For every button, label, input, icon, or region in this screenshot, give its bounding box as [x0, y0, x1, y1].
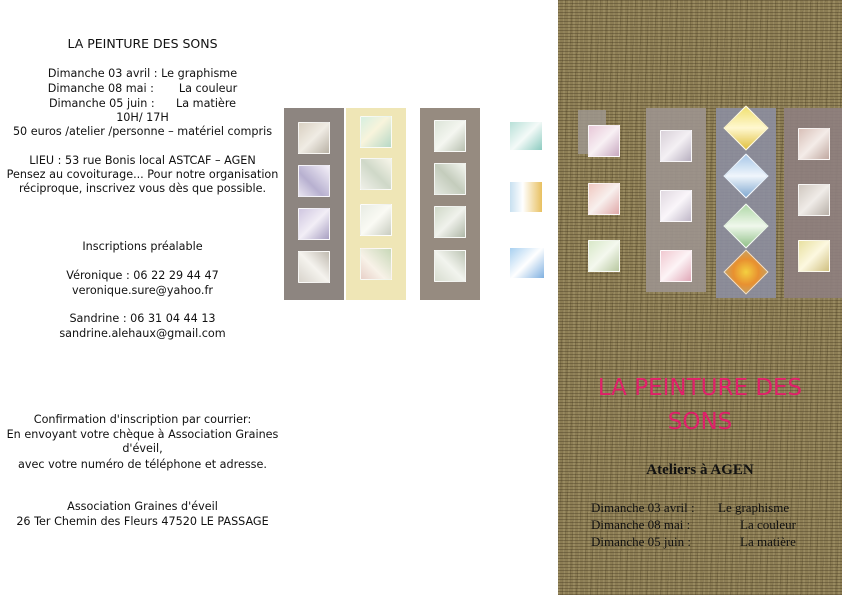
art-square — [660, 250, 692, 282]
contact-sandrine-email: sandrine.alehaux@gmail.com — [59, 327, 226, 340]
hours: 10H/ 17H — [116, 111, 169, 124]
art-square — [298, 165, 330, 197]
confirmation-line-3: d'éveil, — [122, 442, 163, 455]
cover-title-line-1: LA PEINTURE DES — [597, 375, 803, 401]
art-panel-2 — [346, 108, 406, 300]
art-square — [298, 251, 330, 283]
cover-date-1: Dimanche 03 avril : — [591, 500, 695, 515]
art-square — [298, 208, 330, 240]
cover-title-line-2: SONS — [667, 409, 733, 435]
location: LIEU : 53 rue Bonis local ASTCAF – AGEN — [29, 154, 256, 167]
cover-date-2: Dimanche 08 mai : — [591, 517, 691, 532]
confirmation-line-4: avec votre numéro de téléphone et adresse. — [18, 458, 267, 471]
inscriptions-heading: Inscriptions préalable — [82, 240, 203, 253]
art-square — [434, 163, 466, 195]
contact-veronique-phone: Véronique : 06 22 29 44 47 — [66, 269, 219, 282]
artwork-panels — [282, 104, 558, 304]
art-fragment — [510, 182, 542, 212]
carpool-line-2: réciproque, inscrivez vous dès que possible. — [18, 182, 267, 195]
art-square — [588, 240, 620, 272]
art-square — [798, 240, 830, 272]
art-square — [360, 158, 392, 190]
schedule-line-2: Dimanche 08 mai : La couleur — [47, 82, 238, 95]
art-square — [434, 206, 466, 238]
confirmation-line-1: Confirmation d'inscription par courrier: — [33, 413, 252, 426]
art-panel-3 — [420, 108, 480, 300]
art-square — [588, 183, 620, 215]
art-square — [660, 130, 692, 162]
confirmation-line-2: En envoyant votre chèque à Association Graines — [6, 428, 279, 441]
cover-date-3: Dimanche 05 juin : — [591, 534, 692, 549]
association-name: Association Graines d'éveil — [67, 500, 218, 513]
art-square — [434, 250, 466, 282]
cover-panel — [558, 0, 842, 595]
art-fragment — [510, 248, 544, 278]
contact-veronique-email: veronique.sure@yahoo.fr — [71, 284, 214, 297]
association-address: 26 Ter Chemin des Fleurs 47520 LE PASSAGE — [16, 515, 269, 528]
art-square — [798, 184, 830, 216]
art-square — [298, 122, 330, 154]
carpool-line-1: Pensez au covoiturage... Pour notre organisation — [6, 168, 279, 181]
art-square — [360, 204, 392, 236]
art-square — [660, 190, 692, 222]
cover-subtitle: Ateliers à AGEN — [646, 462, 754, 478]
schedule-line-1: Dimanche 03 avril : Le graphisme — [47, 67, 238, 80]
art-panel-1 — [284, 108, 344, 300]
cover-theme-2: La couleur — [740, 517, 796, 532]
price: 50 euros /atelier /personne – matériel compris — [12, 125, 273, 138]
info-column — [0, 0, 285, 595]
page-title: LA PEINTURE DES SONS — [67, 36, 218, 51]
contact-sandrine-phone: Sandrine : 06 31 04 44 13 — [69, 312, 216, 325]
art-square — [588, 125, 620, 157]
art-square — [434, 120, 466, 152]
art-fragment — [510, 122, 542, 150]
cover-theme-3: La matière — [740, 534, 796, 549]
art-square — [360, 116, 392, 148]
cover-theme-1: Le graphisme — [718, 500, 790, 515]
art-square — [360, 248, 392, 280]
art-square — [798, 128, 830, 160]
schedule-line-3: Dimanche 05 juin : La matière — [48, 97, 237, 110]
